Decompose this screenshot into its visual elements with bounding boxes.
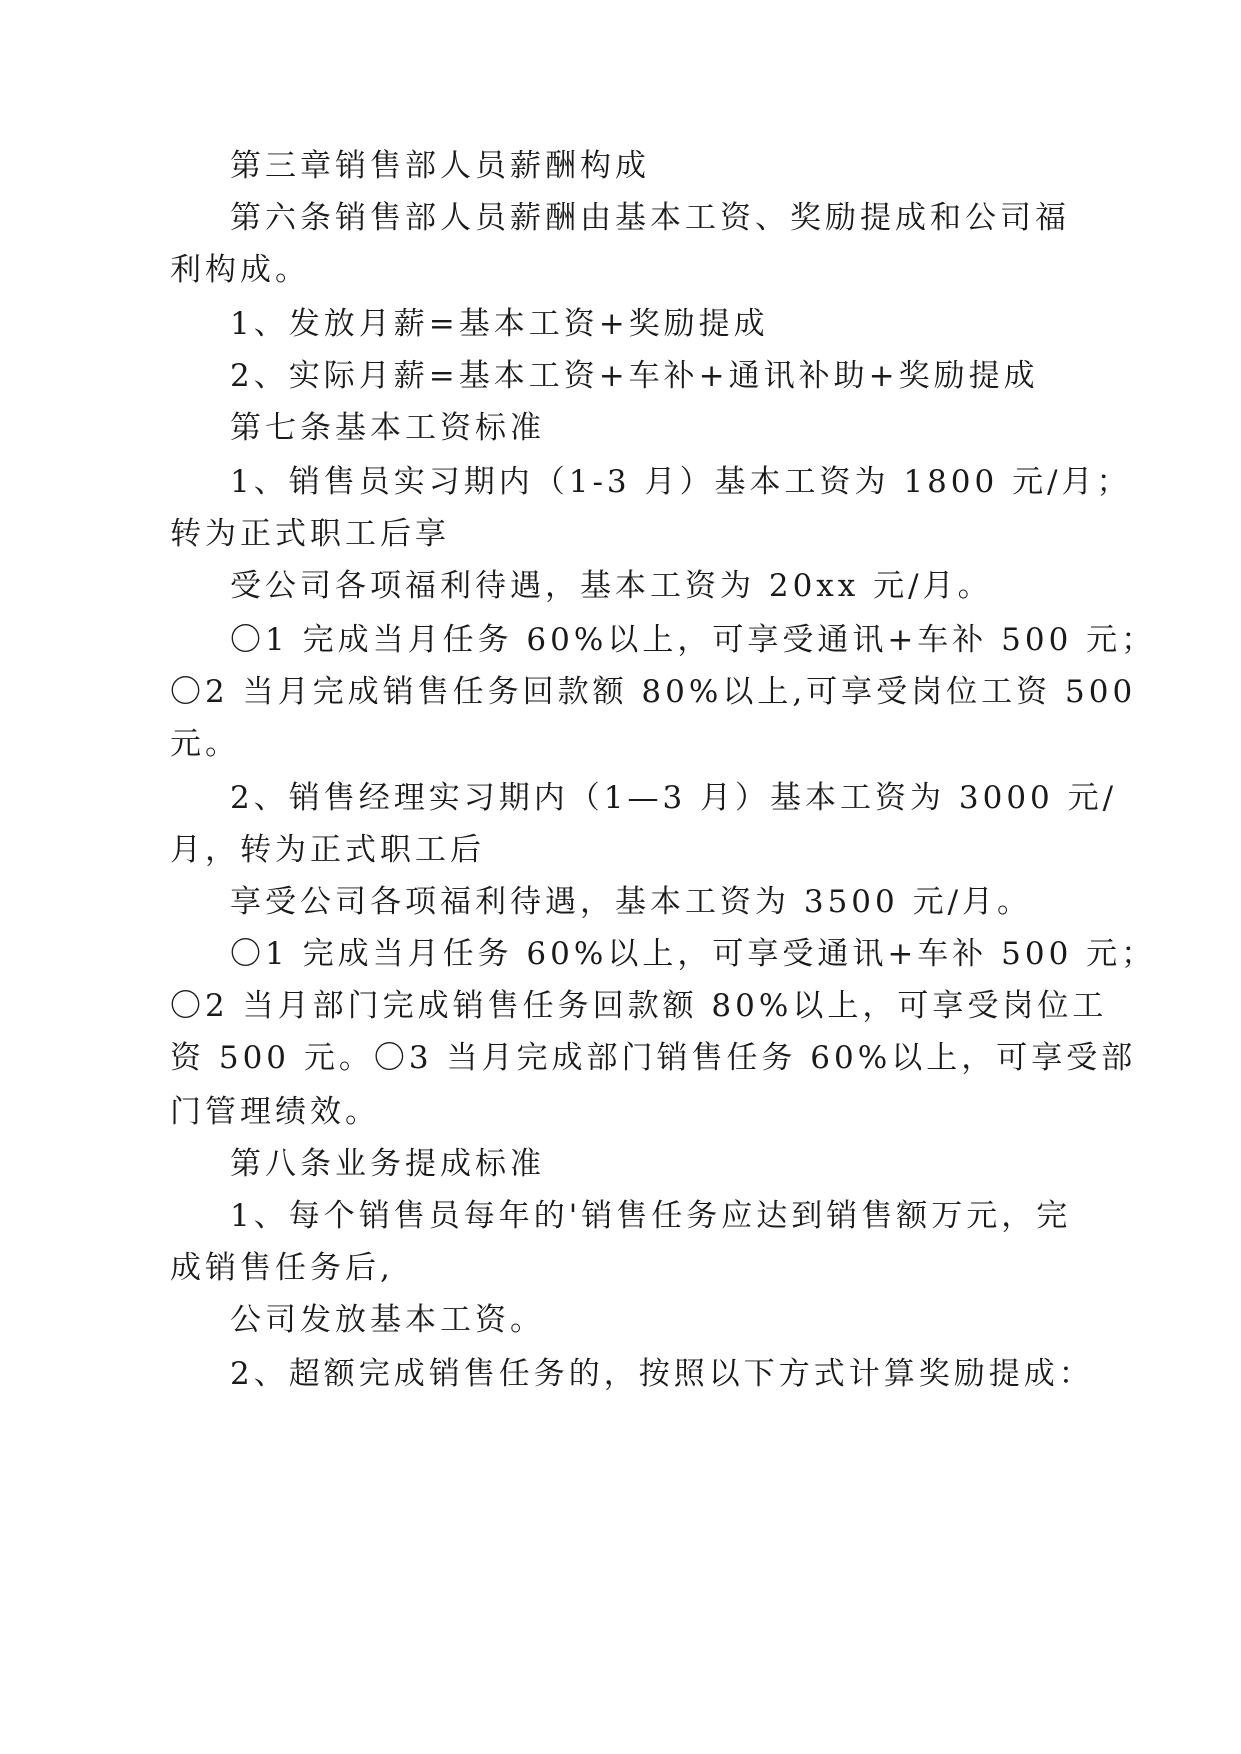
salesperson-salary-line-3: 受公司各项福利待遇，基本工资为 20xx 元/月。 xyxy=(230,568,993,604)
manager-bonus-line-1: 〇1 完成当月任务 60%以上，可享受通讯+车补 500 元； xyxy=(230,936,1157,972)
sales-target-line-1: 1、每个销售员每年的'销售任务应达到销售额万元，完 xyxy=(230,1198,1072,1234)
manager-bonus-line-2: 〇2 当月部门完成销售任务回款额 80%以上，可享受岗位工 xyxy=(170,988,1108,1024)
sales-target-line-2: 成销售任务后, xyxy=(170,1250,394,1286)
article-6-line-1: 第六条销售部人员薪酬由基本工资、奖励提成和公司福 xyxy=(230,200,1070,236)
salesperson-bonus-line-1: 〇1 完成当月任务 60%以上，可享受通讯+车补 500 元； xyxy=(230,622,1157,658)
salesperson-bonus-line-2: 〇2 当月完成销售任务回款额 80%以上,可享受岗位工资 500 xyxy=(170,674,1137,710)
manager-salary-line-1: 2、销售经理实习期内（1—3 月）基本工资为 3000 元/ xyxy=(230,780,1118,816)
excess-commission-line: 2、超额完成销售任务的，按照以下方式计算奖励提成： xyxy=(230,1356,1094,1392)
manager-bonus-line-4: 门管理绩效。 xyxy=(170,1094,380,1130)
salesperson-salary-line-1: 1、销售员实习期内（1-3 月）基本工资为 1800 元/月； xyxy=(230,464,1132,500)
article-6-line-2: 利构成。 xyxy=(170,252,310,288)
manager-salary-line-3: 享受公司各项福利待遇，基本工资为 3500 元/月。 xyxy=(230,884,1033,920)
chapter-heading: 第三章销售部人员薪酬构成 xyxy=(230,148,650,184)
sales-target-line-3: 公司发放基本工资。 xyxy=(230,1302,545,1338)
manager-salary-line-2: 月，转为正式职工后 xyxy=(170,832,485,868)
salesperson-salary-line-2: 转为正式职工后享 xyxy=(170,516,450,552)
actual-pay-formula: 2、实际月薪=基本工资+车补+通讯补助+奖励提成 xyxy=(230,358,1039,394)
monthly-pay-formula: 1、发放月薪=基本工资+奖励提成 xyxy=(230,306,769,342)
article-8-heading: 第八条业务提成标准 xyxy=(230,1146,545,1182)
article-7-heading: 第七条基本工资标准 xyxy=(230,410,545,446)
salesperson-bonus-line-3: 元。 xyxy=(170,726,240,762)
manager-bonus-line-3: 资 500 元。〇3 当月完成部门销售任务 60%以上，可享受部 xyxy=(170,1040,1137,1076)
